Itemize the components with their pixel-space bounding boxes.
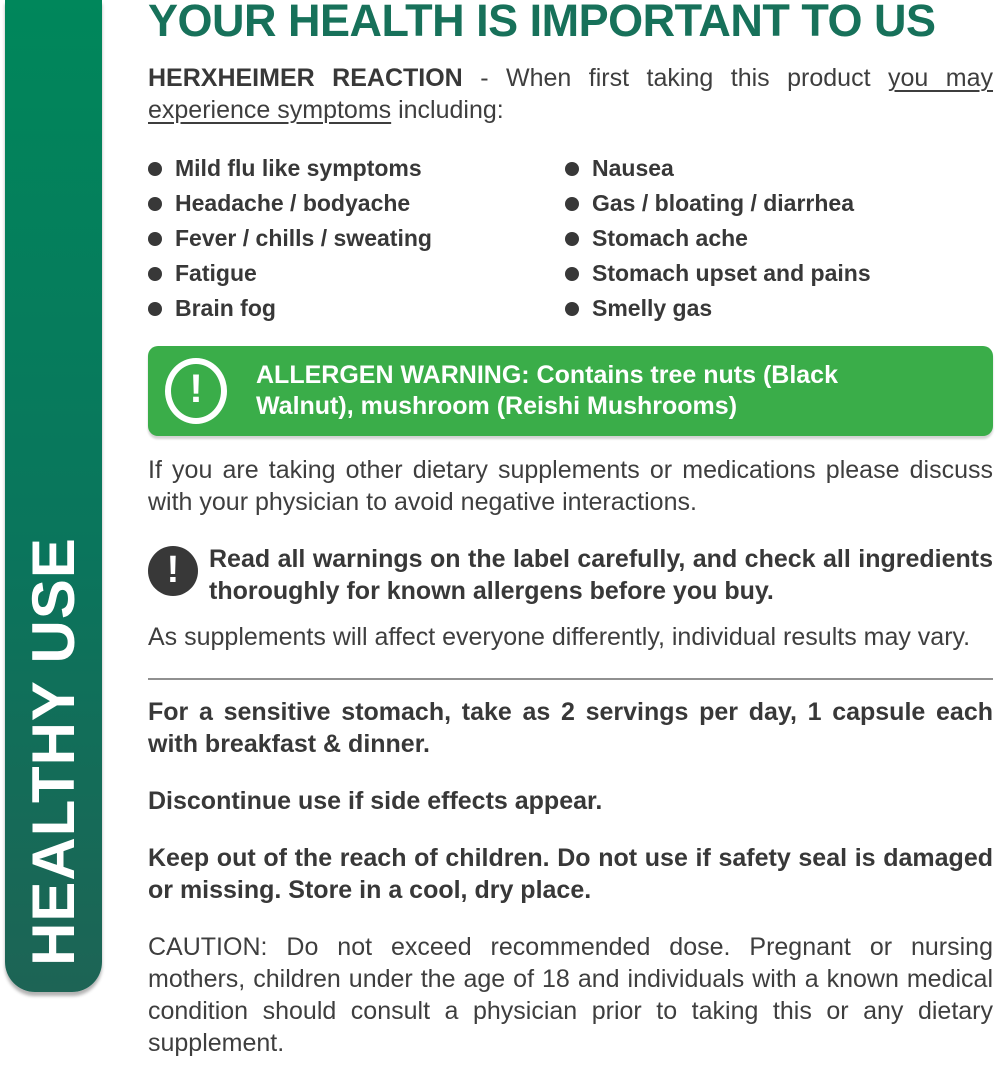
symptom-label: Nausea <box>592 155 674 181</box>
safety-paragraph: Keep out of the reach of children. Do not use if safety seal is damaged or missing. Store in a cool, dry place. <box>148 844 993 904</box>
section-divider <box>148 678 993 680</box>
symptom-list-right <box>565 151 993 326</box>
symptom-label: Brain fog <box>175 295 276 321</box>
symptom-label: Smelly gas <box>592 295 713 321</box>
list-item <box>565 291 993 326</box>
list-item <box>148 256 565 291</box>
herxheimer-tail-text: including: <box>391 96 504 124</box>
healthy-use-label: HEALTHY USE <box>20 536 87 966</box>
list-item <box>565 186 993 221</box>
allergen-warning-banner <box>148 346 993 436</box>
list-item <box>148 186 565 221</box>
list-item <box>565 151 993 186</box>
symptom-label: Headache / bodyache <box>175 190 411 216</box>
exclamation-circle-icon <box>165 358 227 424</box>
page-title: YOUR HEALTH IS IMPORTANT TO US <box>148 0 936 46</box>
bullet-icon <box>565 232 579 246</box>
results-vary-paragraph: As supplements will affect everyone differently, individual results may vary. <box>148 623 971 651</box>
label-content <box>148 0 993 1084</box>
symptom-list-left <box>148 151 565 326</box>
bullet-icon <box>148 162 162 176</box>
symptom-label: Mild flu like symptoms <box>175 155 422 181</box>
bullet-icon <box>565 267 579 281</box>
symptom-label: Gas / bloating / diarrhea <box>592 190 855 216</box>
bullet-icon <box>565 162 579 176</box>
herxheimer-mid-text: - When first taking this product <box>462 64 888 92</box>
symptom-label: Stomach upset and pains <box>592 260 871 286</box>
list-item <box>148 221 565 256</box>
read-warnings-text: Read all warnings on the label carefully, and check all ingredients thoroughly for known allergens before you buy. <box>209 545 993 605</box>
dosage-paragraph: For a sensitive stomach, take as 2 servings per day, 1 capsule each with breakfast & dinner. <box>148 698 993 758</box>
bullet-icon <box>148 302 162 316</box>
list-item <box>148 151 565 186</box>
read-warnings-block <box>148 543 993 607</box>
alert-exclamation-icon <box>148 546 198 596</box>
bullet-icon <box>148 232 162 246</box>
symptom-label: Fever / chills / sweating <box>175 225 432 251</box>
interactions-paragraph: If you are taking other dietary supplements or medications please discuss with your physician to avoid negative interactions. <box>148 456 993 516</box>
exclamation-glyph: ! <box>189 367 203 411</box>
caution-paragraph: CAUTION: Do not exceed recommended dose. Pregnant or nursing mothers, children under the age of 18 and individuals with a known medical condition should consult a physician prior to taking this or any dietary supplement. <box>148 933 993 1057</box>
discontinue-paragraph: Discontinue use if side effects appear. <box>148 787 603 815</box>
herxheimer-underlined-text: you may experience symptoms <box>148 64 994 124</box>
symptom-lists <box>148 151 993 326</box>
list-item <box>565 221 993 256</box>
symptom-label: Stomach ache <box>592 225 748 251</box>
bullet-icon <box>148 267 162 281</box>
herxheimer-paragraph <box>148 62 993 126</box>
list-item <box>148 291 565 326</box>
exclamation-glyph: ! <box>166 548 180 591</box>
symptom-label: Fatigue <box>175 260 257 286</box>
list-item <box>565 256 993 291</box>
bullet-icon <box>148 197 162 211</box>
bullet-icon <box>565 302 579 316</box>
healthy-use-tab <box>5 0 102 992</box>
allergen-warning-text: ALLERGEN WARNING: Contains tree nuts (Black Walnut), mushroom (Reishi Mushrooms) <box>256 361 838 420</box>
herxheimer-heading: HERXHEIMER REACTION <box>148 64 463 92</box>
bullet-icon <box>565 197 579 211</box>
